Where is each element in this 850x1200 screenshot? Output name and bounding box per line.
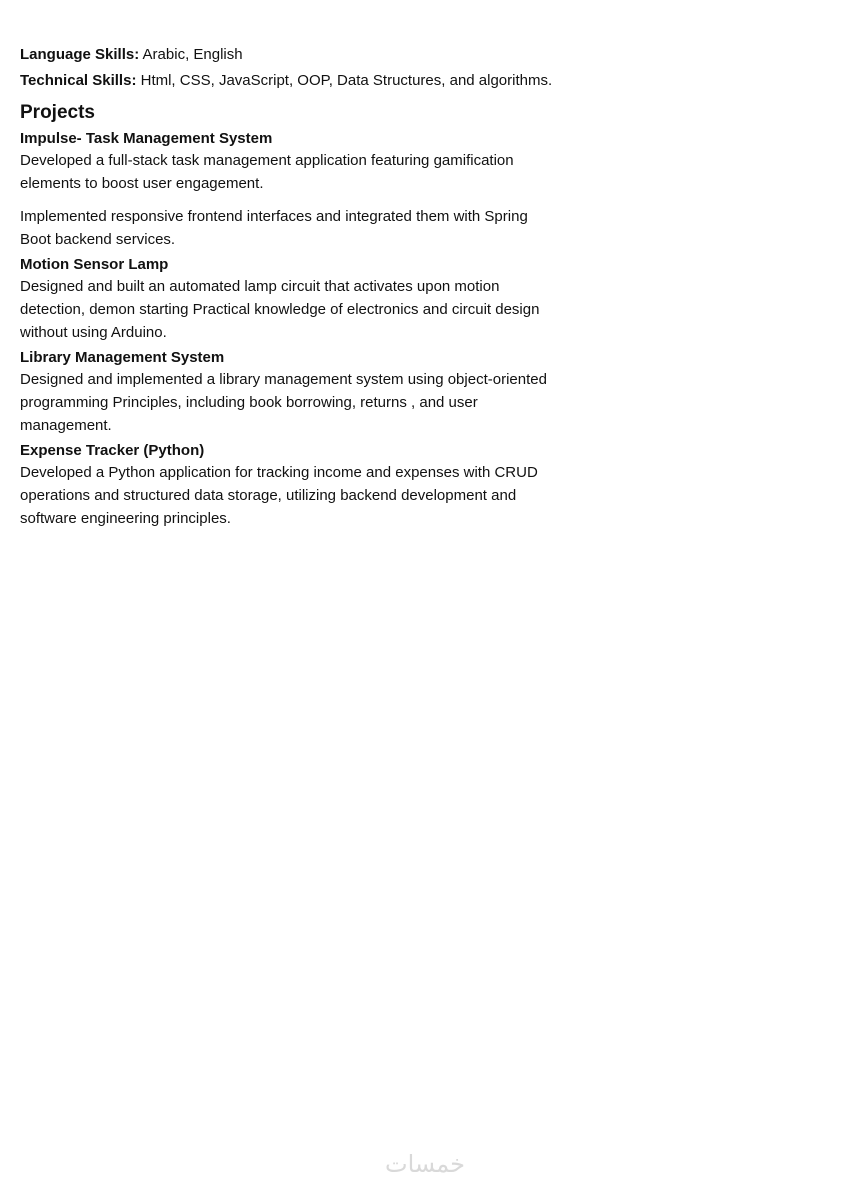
- project-description: Designed and built an automated lamp circuit that activates upon motion detection, demon starting Practical knowledge of electronics and circuit design without using Arduino.: [20, 278, 540, 341]
- technical-skills-line: [20, 69, 560, 92]
- resume-page-content: [20, 43, 560, 534]
- project-title: Expense Tracker (Python): [20, 442, 205, 459]
- project-item: [20, 255, 560, 344]
- project-description: Developed a Python application for tracking income and expenses with CRUD operations and structured data storage, utilizing backend development and software engineering principles.: [20, 464, 538, 527]
- project-title: Library Management System: [20, 349, 225, 366]
- project-description: Developed a full-stack task management application featuring gamification elements to boost user engagement.: [20, 152, 514, 192]
- project-item: [20, 129, 560, 251]
- project-description: Implemented responsive frontend interfaces and integrated them with Spring Boot backend services.: [20, 208, 528, 248]
- project-description: Designed and implemented a library management system using object-oriented programming Principles, including book borrowing, returns , and user management.: [20, 371, 547, 434]
- project-item: [20, 348, 560, 437]
- language-skills-value: Arabic, English: [142, 46, 243, 63]
- technical-skills-label: Technical Skills:: [20, 72, 137, 89]
- language-skills-label: Language Skills:: [20, 46, 140, 63]
- project-item: [20, 441, 560, 530]
- project-title: Motion Sensor Lamp: [20, 256, 169, 273]
- technical-skills-value: Html, CSS, JavaScript, OOP, Data Structures, and algorithms.: [140, 72, 553, 89]
- language-skills-line: [20, 43, 560, 66]
- project-title: Impulse- Task Management System: [20, 130, 273, 147]
- projects-heading: Projects: [20, 102, 95, 123]
- watermark-logo: خمسات: [384, 1150, 466, 1178]
